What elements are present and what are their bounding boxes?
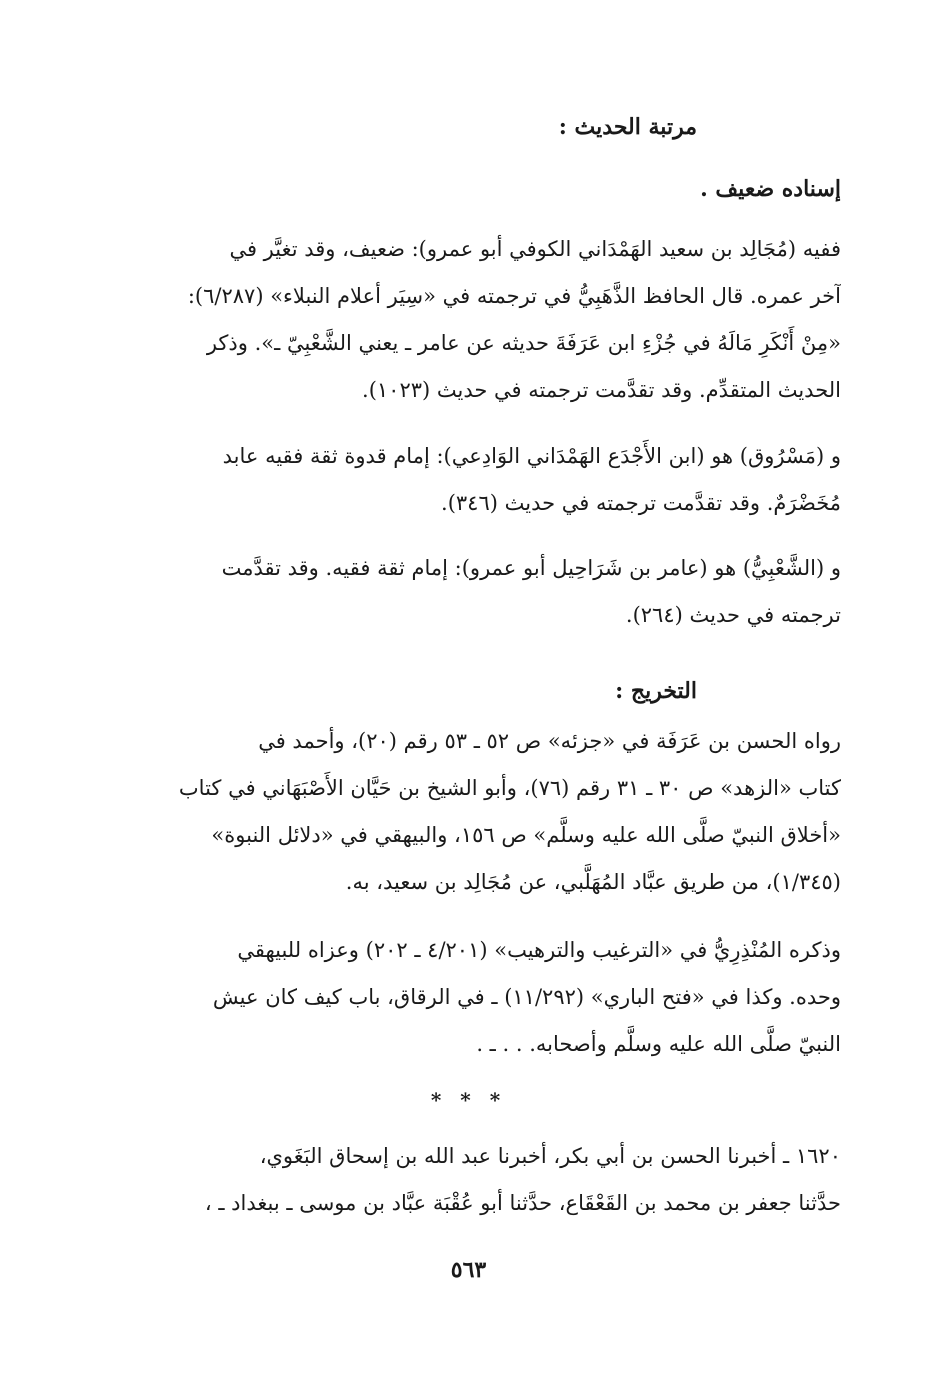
text-line: (١/٣٤٥)، من طريق عبَّاد المُهَلَّبي، عن مُجَالِد بن سعيد، به. <box>345 870 841 894</box>
text-line: ترجمته في حديث (٢٦٤). <box>625 603 841 627</box>
text-line: و (مَسْرُوق) هو (ابن الأَجْدَع الهَمْدَاني الوَادِعي): إمام قدوة ثقة فقيه عابد <box>222 444 841 468</box>
page-number: ٥٦٣ <box>450 1257 487 1283</box>
section-separator: * * * <box>430 1088 507 1112</box>
paragraph-mujalid <box>96 226 841 414</box>
text-line: ١٦٢٠ ـ أخبرنا الحسن بن أبي بكر، أخبرنا عبد الله بن إسحاق البَغَوي، <box>259 1144 841 1168</box>
text-line: حدَّثنا جعفر بن محمد بن القَعْقَاع، حدَّثنا أبو عُقْبَة عبَّاد بن موسى ـ ببغداد ـ ، <box>204 1191 841 1215</box>
text-line: كتاب «الزهد» ص ٣٠ ـ ٣١ رقم (٧٦)، وأبو الشيخ بن حَيَّان الأَصْبَهَاني في كتاب <box>178 776 841 800</box>
section-heading-takhrij: التخريج : <box>615 678 697 704</box>
text-line: رواه الحسن بن عَرَفَة في «جزئه» ص ٥٢ ـ ٥٣ رقم (٢٠)، وأحمد في <box>258 729 841 753</box>
text-line: وحده. وكذا في «فتح الباري» (١١/٢٩٢) ـ في الرقاق، باب كيف كان عيش <box>212 985 841 1009</box>
text-line: مُخَضْرَمٌ. وقد تقدَّمت ترجمته في حديث (٣٤٦). <box>441 491 841 515</box>
text-line: و (الشَّعْبِيُّ) هو (عامر بن شَرَاحِيل أبو عمرو): إمام ثقة فقيه. وقد تقدَّمت <box>221 556 841 580</box>
paragraph-mundhiri <box>96 927 841 1068</box>
text-line: «مِنْ أَنْكَرِ مَالَهُ في جُزْءِ ابن عَرَفَةَ حديثه عن عامر ـ يعني الشَّعْبِيّ ـ». وذكر <box>206 331 841 355</box>
text-line: «أخلاق النبيّ صلَّى الله عليه وسلَّم» ص ١٥٦، والبيهقي في «دلائل النبوة» <box>211 823 841 847</box>
paragraph-masruq <box>96 433 841 527</box>
text-line: ففيه (مُجَالِد بن سعيد الهَمْدَاني الكوفي أبو عمرو): ضعيف، وقد تغيَّر في <box>229 237 841 261</box>
text-line: وذكره المُنْذِرِيُّ في «الترغيب والترهيب» (٤/٢٠١ ـ ٢٠٢) وعزاه للبيهقي <box>237 938 841 962</box>
section-heading-hadith-status: مرتبة الحديث : <box>558 114 697 140</box>
text-line: النبيّ صلَّى الله عليه وسلَّم وأصحابه. . . ـ . <box>476 1032 841 1056</box>
paragraph-shabi <box>96 545 841 639</box>
isnad-verdict: إسناده ضعيف . <box>700 176 841 202</box>
paragraph-hadith-1620 <box>96 1133 841 1227</box>
text-line: الحديث المتقدِّم. وقد تقدَّمت ترجمته في حديث (١٠٢٣). <box>362 378 841 402</box>
text-line: آخر عمره. قال الحافظ الذَّهَبِيُّ في ترجمته في «سِيَر أعلام النبلاء» (٦/٢٨٧): <box>187 284 841 308</box>
paragraph-narrations <box>96 718 841 906</box>
